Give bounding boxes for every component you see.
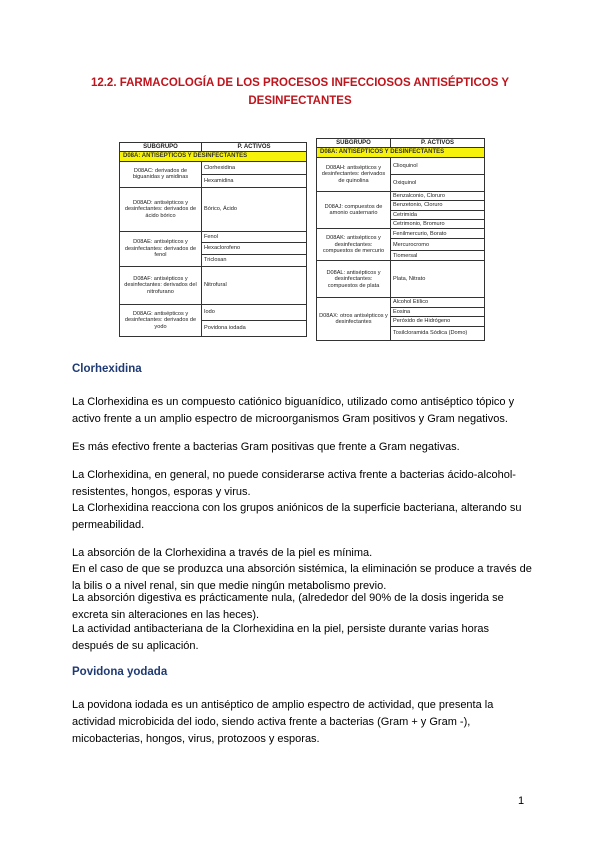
- subgroup-cell: D08AD: antisépticos y desinfectantes: derivados de ácido bórico: [120, 187, 202, 231]
- subgroup-cell: D08AL: antisépticos y desinfectantes: compuestos de plata: [317, 261, 391, 298]
- subgroup-cell: D08AJ: compuestos de amonio cuaternario: [317, 191, 391, 229]
- paragraph: La Clorhexidina es un compuesto catiónico biguanídico, utilizado como antiséptico tópico y activo frente a un amplio espectro de microorganismos Gram positivos y Gram negativos.: [72, 396, 515, 425]
- paragraph: La absorción de la Clorhexidina a través de la piel es mínima.: [72, 547, 373, 559]
- subgroup-cell: D08AC: derivados de biguanidas y amidinas: [120, 161, 202, 187]
- page-title: 12.2. FARMACOLOGÍA DE LOS PROCESOS INFECCIOSOS ANTISÉPTICOS Y DESINFECTANTES: [90, 77, 510, 107]
- active-cell: Benzalconio, Cloruro: [391, 191, 485, 200]
- active-cell: Oxiquinol: [391, 174, 485, 191]
- header-subgroup: SUBGRUPO: [317, 139, 391, 148]
- header-actives: P. ACTIVOS: [202, 143, 307, 152]
- paragraph: La actividad antibacteriana de la Clorhexidina en la piel, persiste durante varias horas después de su aplicación.: [72, 623, 490, 652]
- active-cell: Cetrimida: [391, 210, 485, 219]
- active-cell: Peróxido de Hidrógeno: [391, 317, 485, 326]
- subgroup-cell: D08AH: antisépticos y desinfectantes: derivados de quinolina: [317, 157, 391, 191]
- page-number: 1: [518, 795, 525, 807]
- active-cell: Tosilcloramida Sódica (Domo): [391, 326, 485, 340]
- subgroup-cell: D08AF: antisépticos y desinfectantes: derivados del nitrofurano: [120, 266, 202, 304]
- section-heading-povidona: Povidona yodada: [72, 666, 168, 678]
- active-cell: Bórico, Ácido: [202, 187, 307, 231]
- paragraph: La povidona iodada es un antiséptico de amplio espectro de actividad, que presenta la actividad microbicida del iodo, siendo activa frente a bacterias (Gram + y Gram -), micobacterias, hongos, virus, protozoos y esporas.: [72, 699, 494, 745]
- paragraph: La Clorhexidina reacciona con los grupos aniónicos de la superficie bacteriana, alterando su permeabilidad.: [72, 502, 522, 531]
- active-cell: Hexamidina: [202, 174, 307, 187]
- paragraph: Es más efectivo frente a bacterias Gram positivas que frente a Gram negativas.: [72, 441, 460, 453]
- active-cell: Plata, Nitrato: [391, 261, 485, 298]
- active-cell: Povidona iodada: [202, 320, 307, 336]
- active-cell: Fenilmercurio, Borato: [391, 229, 485, 239]
- header-subgroup: SUBGRUPO: [120, 143, 202, 152]
- header-actives: P. ACTIVOS: [391, 139, 485, 148]
- subgroup-cell: D08AE: antisépticos y desinfectantes: derivados de fenol: [120, 231, 202, 266]
- subgroup-cell: D08AX: otros antisépticos y desinfectantes: [317, 298, 391, 340]
- subgroup-cell: D08AK: antisépticos y desinfectantes: compuestos de mercurio: [317, 229, 391, 261]
- active-cell: Fenol: [202, 231, 307, 242]
- group-row: D08A: ANTISÉPTICOS Y DESINFECTANTES: [120, 152, 307, 161]
- paragraph: La absorción digestiva es prácticamente nula, (alrededor del 90% de la dosis ingerida se excreta sin alteraciones en las heces).: [72, 592, 504, 621]
- active-cell: Triclosan: [202, 254, 307, 266]
- section-heading-clorhexidina: Clorhexidina: [72, 363, 142, 375]
- active-cell: Nitrofural: [202, 266, 307, 304]
- paragraph: En el caso de que se produzca una absorción sistémica, la eliminación se produce a través de la bilis o a nivel renal, sin que medie ningún metabolismo previo.: [72, 563, 532, 592]
- active-cell: Mercurocromo: [391, 239, 485, 251]
- paragraph: La Clorhexidina, en general, no puede considerarse activa frente a bacterias ácido-alcohol-resistentes, hongos, esporas y virus.: [72, 469, 516, 498]
- active-cell: Hexaclorofeno: [202, 242, 307, 254]
- subgroup-cell: D08AG: antisépticos y desinfectantes: derivados de yodo: [120, 304, 202, 336]
- atc-table-right: [316, 138, 485, 341]
- group-row: D08A: ANTISÉPTICOS Y DESINFECTANTES: [317, 148, 485, 157]
- atc-table-left: [119, 142, 307, 337]
- active-cell: Tiomersal: [391, 251, 485, 261]
- active-cell: Cetrimonio, Bromuro: [391, 220, 485, 229]
- active-cell: Eosina: [391, 307, 485, 316]
- active-cell: Clorhexidina: [202, 161, 307, 174]
- active-cell: Alcohol Etílico: [391, 298, 485, 307]
- active-cell: Iodo: [202, 304, 307, 320]
- active-cell: Clioquinol: [391, 157, 485, 174]
- active-cell: Benzetonio, Cloruro: [391, 201, 485, 210]
